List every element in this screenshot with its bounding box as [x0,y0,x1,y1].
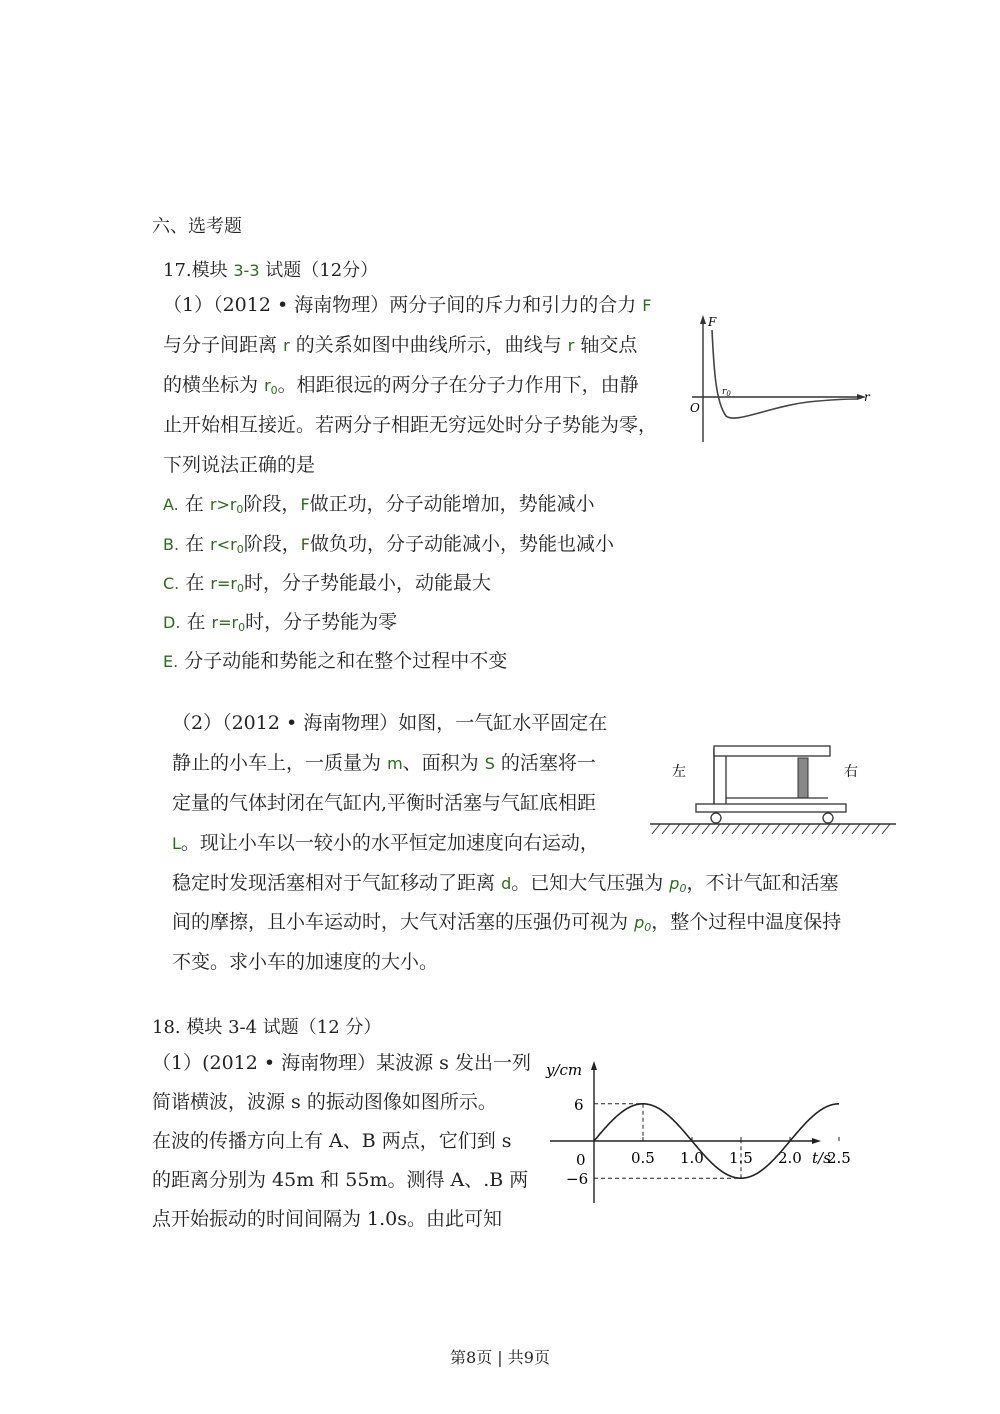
label-left: 左 [672,764,686,780]
q17-num: 17. [163,260,192,281]
text-line: 的距离分别为 45m 和 55m。测得 A、.B 两 [152,1169,529,1191]
option-d: D. 在 $r=r_0$时，分子势能为零 [163,611,398,634]
symbol-F: F [642,296,652,315]
cylinder-cart-figure [648,738,898,838]
text-line: 的横坐标为 $r_0$。相距很远的两分子在分子力作用下，由静 [163,374,639,397]
text-line: （1）(2012 • 海南物理）某波源 s 发出一列 [152,1052,531,1074]
text-line: 与分子间距离 r 的关系如图中曲线所示，曲线与 r 轴交点 [163,334,638,356]
q17-module: 模块 [191,260,228,281]
page-footer: 第8页 | 共9页 [450,1348,550,1367]
x-tick-label: 0.5 [631,1149,655,1167]
label-r: r [864,390,870,404]
y-axis-label: y/cm [546,1061,583,1079]
text-line: （1）（2012 • 海南物理）两分子间的斥力和引力的合力 F [163,294,652,316]
text-line: 静止的小车上，一质量为 m、面积为 S 的活塞将一 [172,752,596,774]
text-line: 不变。求小车的加速度的大小。 [172,951,439,973]
y-tick-label: −6 [566,1170,589,1189]
option-e: E. 分子动能和势能之和在整个过程中不变 [163,650,508,672]
force-curve-figure [688,312,873,447]
label-right: 右 [844,764,858,780]
x-tick-label: 1.0 [680,1149,704,1167]
x-axis-arrow [812,1138,821,1144]
text-line: 简谐横波，波源 s 的振动图像如图所示。 [152,1091,497,1113]
cart-wheel [711,813,721,823]
text-line: 间的摩擦，且小车运动时，大气对活塞的压强仍可视为 $p_0$，整个过程中温度保持 [172,911,842,934]
option-c: C. 在 $r=r_0$时，分子势能最小，动能最大 [163,572,491,595]
text-line: 点开始振动的时间间隔为 1.0s。由此可知 [152,1208,503,1230]
q17-heading-text: 试题（12分） [265,260,379,281]
force-curve [712,330,858,418]
text-line: 稳定时发现活塞相对于气缸移动了距离 d。已知大气压强为 $p_0$，不计气缸和活塞 [172,872,839,895]
f-axis-arrow [700,315,706,324]
piston [798,758,808,798]
text-line: 在波的传播方向上有 A、B 两点，它们到 s [152,1130,512,1152]
q17-module-code: 3-3 [233,261,260,280]
cylinder-top-wall [714,746,830,756]
ground-hatch [652,824,890,834]
label-F: F [708,315,717,329]
q18-heading: 18. 模块 3-4 试题（12 分） [152,1017,382,1038]
text-line: 定量的气体封闭在气缸内,平衡时活塞与气缸底相距 [172,792,597,814]
vibration-chart [540,1055,851,1215]
label-O: O [690,401,700,415]
symbol-r0: $r_0$ [264,376,278,397]
x-tick-label: 2.5 [827,1149,851,1167]
y-tick-label: 6 [574,1095,584,1114]
y-axis-arrow [591,1061,597,1070]
option-a: A. 在 $r>r_0$阶段，F做正功，分子动能增加，势能减小 [163,493,595,516]
q17-heading [163,256,378,282]
text-line: 止开始相互接近。若两分子相距无穷远处时分子势能为零， [163,414,658,436]
origin-label: 0 [576,1151,586,1169]
text-line: （2）（2012 • 海南物理）如图，一气缸水平固定在 [172,712,608,734]
x-axis-label: t/s [812,1149,831,1167]
cart-wheel [823,813,833,823]
x-tick-label: 1.5 [729,1149,753,1167]
option-b: B. 在 $r<r_0$阶段，F做负功，分子动能减小，势能也减小 [163,533,614,556]
x-tick-label: 2.0 [778,1149,802,1167]
text-line: 下列说法正确的是 [163,454,316,476]
symbol-r: r [283,336,290,355]
text-line: L。现让小车以一较小的水平恒定加速度向右运动， [172,832,599,854]
label-r0: $r_0$ [722,387,731,398]
symbol-r: r [567,336,575,355]
section-title: 六、选考题 [152,216,242,237]
cart-body [696,804,846,812]
